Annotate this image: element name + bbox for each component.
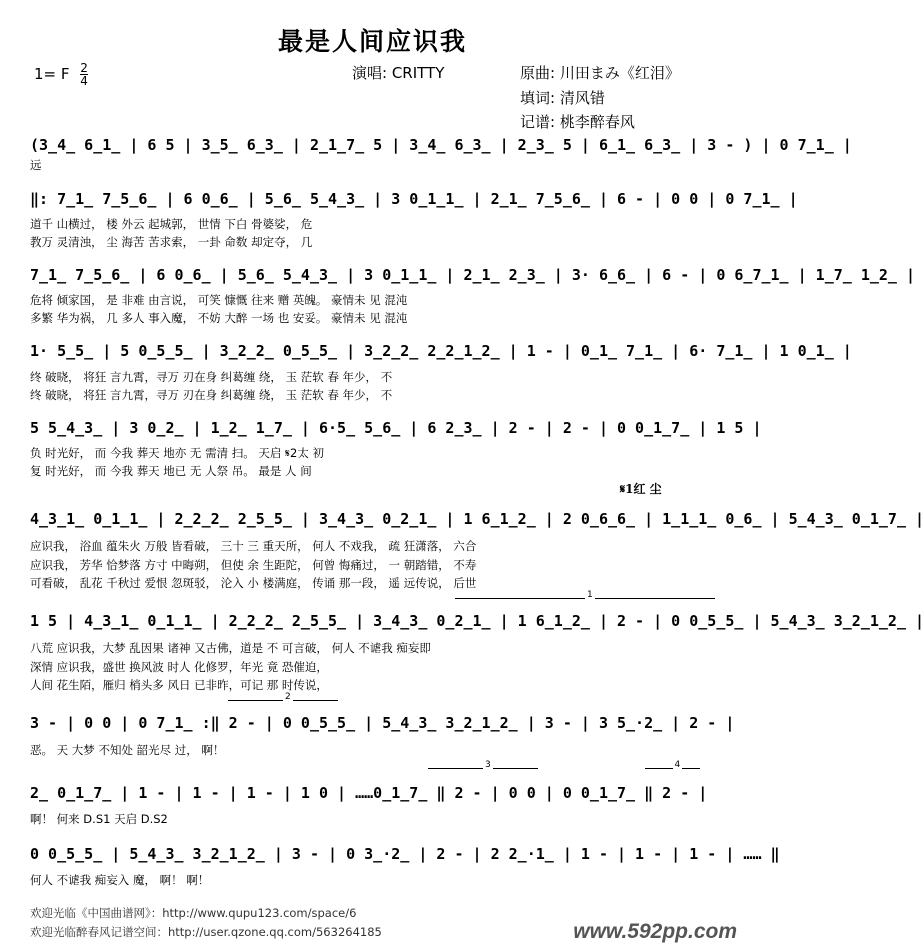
score-line-7-lyric-1: 八荒 应识我，大梦 乱因果 诸神 又古佛，道是 不 可言破， 何人 不谑我 痴妄即 <box>30 641 431 655</box>
score-line-9-lyric: 啊！ 何来 D.S1 天启 D.S2 <box>30 812 168 826</box>
volta-1: 1 <box>455 598 715 607</box>
score-line-9-notes: 2̲ 0̲1̲7̲ | 1 - | 1 - | 1 - | 1 0 | ……0̲1̲7̲ ‖ 2 - | 0 0 | 0 0̲1̲7̲ ‖ 2 - | <box>30 784 708 802</box>
score-line-4-lyric-2: 终 破晓， 将狂 言九霄，寻万 刃在身 纠葛缠 绕， 玉 茫软 春 年少， 不 <box>30 388 393 402</box>
key-label: 1= F <box>34 65 70 83</box>
score-line-6-notes: 4̲3̲1̲ 0̲1̲1̲ | 2̲2̲2̲ 2̲5̲5̲ | 3̲4̲3̲ 0̲2̲1̲ | 1 6̲1̲2̲ | 2 0̲6̲6̲ | 1̲1̲1̲ 0̲6̲ | 5̲4̲3̲ 0̲1̲7̲ | <box>30 510 924 528</box>
score-line-10-notes: 0 0̲5̲5̲ | 5̲4̲3̲ 3̲2̲1̲2̲ | 3 - | 0 3̲·2̲ | 2 - | 2 2̲·1̲ | 1 - | 1 - | 1 - | …… ‖ <box>30 845 780 863</box>
score-line-5-lyric-1: 负 时光好， 而 今我 葬天 地亦 无 需清 扫。 天启 𝄋2太 初 <box>30 446 324 460</box>
brand-watermark: www.592pp.com <box>573 920 737 943</box>
time-signature-bottom: 4 <box>80 74 88 88</box>
score-line-2-notes: ‖: 7̲1̲ 7̲5̲6̲ | 6 0̲6̲ | 5̲6̲ 5̲4̲3̲ | 3 0̲1̲1̲ | 2̲1̲ 7̲5̲6̲ | 6 - | 0 0 | 0 7̲1̲ | <box>30 190 798 208</box>
score-line-5-notes: 5 5̲4̲3̲ | 3 0̲2̲ | 1̲2̲ 1̲7̲ | 6·5̲ 5̲6̲ | 6 2̲3̲ | 2 - | 2 - | 0 0̲1̲7̲ | 1 5 | <box>30 419 762 437</box>
score-line-3-notes: 7̲1̲ 7̲5̲6̲ | 6 0̲6̲ | 5̲6̲ 5̲4̲3̲ | 3 0̲1̲1̲ | 2̲1̲ 2̲3̲ | 3· 6̲6̲ | 6 - | 0 6̲7̲1̲ | 1̲7̲ 1̲2̲ | <box>30 266 916 284</box>
score-line-1-notes: (3̲4̲ 6̲1̲ | 6 5 | 3̲5̲ 6̲3̲ | 2̲1̲7̲ 5 | 3̲4̲ 6̲3̲ | 2̲3̲ 5 | 6̲1̲ 6̲3̲ | 3 - ) | 0 7̲1̲ | <box>30 136 852 154</box>
volta-2: 2 <box>228 700 338 709</box>
original-credit: 原曲: 川田まみ《红泪》 <box>520 64 680 82</box>
time-signature <box>80 62 88 87</box>
score-line-8-notes: 3 - | 0 0 | 0 7̲1̲ :‖ 2 - | 0 0̲5̲5̲ | 5̲4̲3̲ 3̲2̲1̲2̲ | 3 - | 3 5̲·2̲ | 2 - | <box>30 714 735 732</box>
score-line-6-lyric-2: 应识我， 芳华 恰梦落 方寸 中晦朔， 但使 余 生距陀， 何曾 悔痛过， 一 朝踏错， 不寿 <box>30 558 477 572</box>
score-line-4-lyric-1: 终 破晓， 将狂 言九霄，寻万 刃在身 纠葛缠 绕， 玉 茫软 春 年少， 不 <box>30 370 393 384</box>
volta-3: 3 <box>428 768 538 777</box>
score-line-10-lyric: 何人 不谑我 痴妄入 魔， 啊！ 啊！ <box>30 873 210 887</box>
singer-credit: 演唱: CRITTY <box>352 64 445 82</box>
score-line-8-lyric: 恶。 天 大梦 不知处 韶光尽 过， 啊！ <box>30 743 225 757</box>
footer-line-1: 欢迎光临《中国曲谱网》：http://www.qupu123.com/space/6 <box>30 906 357 920</box>
score-line-7-notes: 1 5 | 4̲3̲1̲ 0̲1̲1̲ | 2̲2̲2̲ 2̲5̲5̲ | 3̲4̲3̲ 0̲2̲1̲ | 1 6̲1̲2̲ | 2 - | 0 0̲5̲5̲ | 5̲4̲3̲ 3̲2̲1̲2̲ | <box>30 612 924 630</box>
footer-line-2: 欢迎光临醉春风记谱空间：http://user.qzone.qq.com/563264185 <box>30 925 382 939</box>
score-line-2-lyric-1: 道千 山横过， 楼 外云 起城郭， 世情 下白 骨婆娑， 危 <box>30 217 313 231</box>
score-line-5-lyric-2: 复 时光好， 而 今我 葬天 地已 无 人祭 吊。 最是 人 间 <box>30 464 312 478</box>
score-line-6-lyric-1: 应识我， 浴血 蕴朱火 万般 皆看破， 三十 三 重天所， 何人 不戏我， 疏 狂潇落， 六合 <box>30 539 477 553</box>
score-line-3-lyric-1: 危将 倾家国， 是 非难 由言说， 可笑 慷慨 往来 赠 英魄。 豪情未 见 混沌 <box>30 293 408 307</box>
volta-4: 4 <box>645 768 700 777</box>
score-line-7-lyric-2: 深情 应识我，盛世 换风波 时人 化修罗，年光 竟 恐催迫， <box>30 660 328 674</box>
score-line-3-lyric-2: 多繁 华为祸， 几 多人 事入魔， 不妨 大醉 一场 也 安妥。 豪情未 见 混沌 <box>30 311 408 325</box>
score-line-6-lyric-3: 可看破， 乱花 千秋过 爱恨 忽斑驳， 沦入 小 楼满庭， 传诵 那一段， 遥 远传说， 后世 <box>30 576 477 590</box>
transcriber-credit: 记谱: 桃李醉春风 <box>520 113 635 131</box>
segno-label-1: 𝄋1红 尘 <box>620 482 662 496</box>
score-line-7-lyric-3: 人间 花生陌，雁归 梢头多 风日 已非昨，可记 那 时传说， <box>30 678 328 692</box>
page-title: 最是人间应识我 <box>277 27 467 56</box>
key-signature <box>34 62 88 87</box>
score-line-2-lyric-2: 教万 灵清浊， 尘 海苦 苦求索， 一卦 命数 却定夺， 几 <box>30 235 313 249</box>
score-line-4-notes: 1· 5̲5̲ | 5 0̲5̲5̲ | 3̲2̲2̲ 0̲5̲5̲ | 3̲2̲2̲ 2̲2̲1̲2̲ | 1 - | 0̲1̲ 7̲1̲ | 6· 7̲1̲ | 1 0̲1̲ | <box>30 342 852 360</box>
time-signature-top: 2 <box>80 61 88 75</box>
lyricist-credit: 填词: 清风错 <box>520 89 605 107</box>
score-line-1-lyric: 远 <box>30 158 42 172</box>
